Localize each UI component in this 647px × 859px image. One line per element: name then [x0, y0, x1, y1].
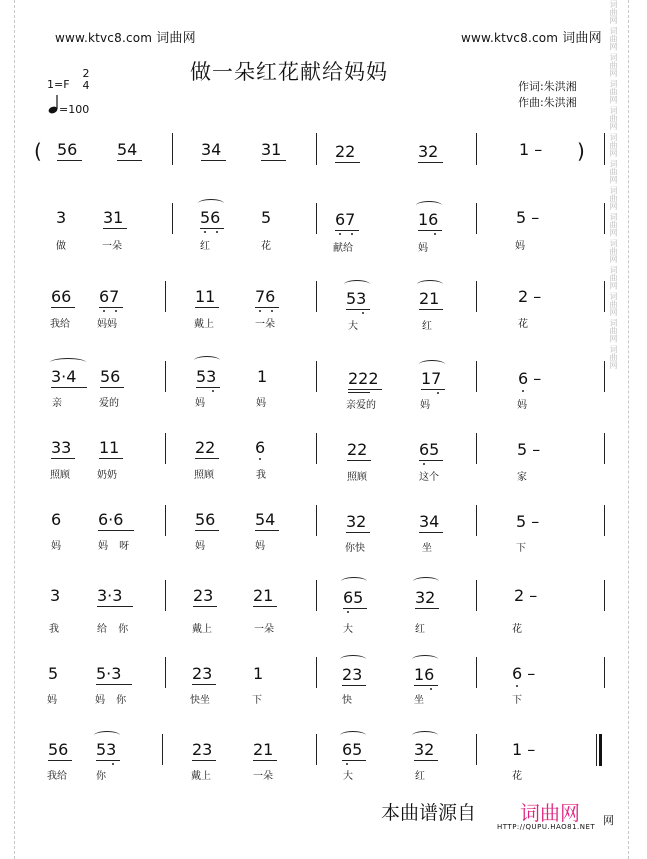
bar-line [316, 734, 317, 765]
lyric: 下 [252, 695, 262, 706]
lyric: 给 你 [97, 624, 129, 635]
bar-line [165, 505, 166, 536]
lyric: 妈 [195, 541, 205, 552]
bar-line [476, 361, 477, 392]
lyric: 妈 [51, 541, 61, 552]
bar-line [316, 133, 317, 165]
note-group: 16 [418, 210, 439, 229]
lyric: 红 [422, 321, 432, 332]
lyric: 亲爱的 [346, 400, 376, 411]
note-group: 1 [253, 664, 264, 683]
bar-line [476, 433, 477, 464]
brand-logo[interactable]: 词曲网 [520, 801, 580, 825]
bar-line [316, 657, 317, 688]
slur [417, 280, 443, 289]
bar-line [476, 505, 477, 536]
lyric: 妈 你 [95, 695, 127, 706]
lyric: 妈 [195, 398, 205, 409]
bar-line [165, 657, 166, 688]
bar-line [165, 281, 166, 312]
lyric: 我给 [47, 771, 67, 782]
lyric: 红 [415, 624, 425, 635]
note-group: 56 [48, 740, 69, 759]
lyric: 这个 [419, 472, 439, 483]
left-edge-watermark [2, 0, 12, 859]
lyric: 我 [49, 624, 59, 635]
lyric: 照顾 [347, 472, 367, 483]
note-group: 56 [57, 140, 78, 159]
note-group: 3 [50, 586, 61, 605]
source-label: 本曲谱源自 [381, 802, 477, 824]
note-group: 3 [56, 208, 67, 227]
note-group: 6 [255, 438, 266, 457]
lyric: 妈 [517, 400, 527, 411]
bar-line [165, 361, 166, 392]
lyric: 献给 [333, 243, 353, 254]
note-group: 56 [200, 208, 221, 227]
lyric: 红 [200, 241, 210, 252]
lyric: 奶奶 [97, 470, 117, 481]
note-group: 3·3 [97, 586, 123, 605]
slur [412, 731, 438, 740]
slur [94, 731, 120, 740]
right-edge-line [628, 0, 629, 859]
lyric: 坐 [414, 695, 424, 706]
lyric: 大 [348, 321, 358, 332]
final-bar-line-thick [599, 734, 602, 766]
note-group: 5 [48, 664, 59, 683]
key-signature: 1=F [47, 78, 70, 91]
slur [194, 356, 220, 365]
note-group: 65 [342, 740, 363, 759]
bar-line [604, 657, 605, 688]
lyric: 下 [516, 543, 526, 554]
bar-line [165, 433, 166, 464]
bar-line [316, 203, 317, 234]
note-group: 65 [419, 440, 440, 459]
slur [419, 360, 445, 369]
note-group: 76 [255, 287, 276, 306]
lyric: 做 [56, 241, 66, 252]
bar-line [476, 281, 477, 312]
bar-line [476, 657, 477, 688]
lyric: 照顾 [194, 470, 214, 481]
bar-line [162, 734, 163, 765]
lyric: 下 [512, 695, 522, 706]
slur [341, 577, 367, 586]
note-group: 1 – [512, 740, 536, 759]
bar-line [316, 580, 317, 611]
slur [344, 280, 370, 289]
note-group: 32 [346, 512, 367, 531]
lyricist: 作词:朱洪湘 [518, 80, 577, 93]
lyric: 快 [342, 695, 352, 706]
note-group: 32 [418, 142, 439, 161]
lyric: 你快 [345, 543, 365, 554]
note-group: 53 [96, 740, 117, 759]
repeat-open-paren: ( [34, 139, 42, 163]
bar-line [604, 361, 605, 392]
note-group: 5 – [517, 440, 541, 459]
note-group: 33 [51, 438, 72, 457]
note-group: 32 [415, 588, 436, 607]
note-group: 66 [51, 287, 72, 306]
lyric: 大 [343, 624, 353, 635]
lyric: 花 [518, 319, 528, 330]
lyric: 红 [415, 771, 425, 782]
tempo: =100 [59, 103, 90, 116]
note-group: 67 [335, 210, 356, 229]
lyric: 一朵 [255, 319, 275, 330]
brand-suffix: 网 [603, 814, 614, 827]
lyric: 一朵 [102, 241, 122, 252]
slur [340, 731, 366, 740]
bar-line [316, 361, 317, 392]
bar-line [316, 281, 317, 312]
bar-line [604, 580, 605, 611]
note-group: 23 [342, 665, 363, 684]
note-group: 22 [347, 440, 368, 459]
time-signature: 2 4 [82, 67, 90, 92]
slur [198, 199, 224, 208]
bar-line [604, 281, 605, 312]
note-group: 22 [335, 142, 356, 161]
note-group: 1 – [519, 140, 543, 159]
note-group: 32 [414, 740, 435, 759]
note-group: 5 [261, 208, 272, 227]
note-group: 34 [419, 512, 440, 531]
bar-line [172, 133, 173, 165]
lyric: 妈 [256, 398, 266, 409]
note-group: 6·6 [98, 510, 124, 529]
note-group: 54 [255, 510, 276, 529]
note-group: 65 [343, 588, 364, 607]
composer: 作曲:朱洪湘 [518, 96, 577, 109]
left-edge-line [14, 0, 15, 859]
lyric: 家 [517, 472, 527, 483]
note-group: 17 [421, 369, 442, 388]
note-group: 6 [51, 510, 62, 529]
lyric: 亲 [52, 398, 62, 409]
note-group: 31 [261, 140, 282, 159]
bar-line [165, 580, 166, 611]
repeat-close-paren: ) [577, 139, 585, 163]
note-group: 6 – [518, 369, 542, 388]
bar-line [476, 203, 477, 234]
song-title: 做一朵红花献给妈妈 [190, 60, 388, 84]
note-group: 22 [195, 438, 216, 457]
lyric: 一朵 [253, 771, 273, 782]
lyric: 妈 [420, 400, 430, 411]
note-group: 5 – [516, 208, 540, 227]
final-bar-line-thin [596, 734, 597, 766]
lyric: 你 [96, 771, 106, 782]
note-group: 53 [346, 289, 367, 308]
slur [50, 358, 86, 367]
note-group: 16 [414, 665, 435, 684]
note-group: 53 [196, 367, 217, 386]
note-group: 5 – [516, 512, 540, 531]
note-group: 21 [253, 586, 274, 605]
site-link-left[interactable]: www.ktvc8.com 词曲网 [55, 31, 196, 46]
note-group: 67 [99, 287, 120, 306]
note-group: 31 [103, 208, 124, 227]
lyric: 快坐 [190, 695, 210, 706]
note-group: 11 [99, 438, 120, 457]
lyric: 照顾 [50, 470, 70, 481]
bar-line [604, 433, 605, 464]
note-group: 56 [100, 367, 121, 386]
lyric: 妈妈 [97, 319, 117, 330]
note-group: 1 [257, 367, 268, 386]
note-group: 23 [193, 586, 214, 605]
lyric: 花 [512, 624, 522, 635]
lyric: 妈 [47, 695, 57, 706]
lyric: 妈 [515, 241, 525, 252]
note-group: 2 – [518, 287, 542, 306]
note-group: 34 [201, 140, 222, 159]
note-group: 6 – [512, 664, 536, 683]
lyric: 戴上 [191, 771, 211, 782]
bar-line [604, 133, 605, 165]
bar-line [604, 203, 605, 234]
slur [340, 655, 366, 664]
note-group: 2 – [514, 586, 538, 605]
slur [413, 577, 439, 586]
bar-line [172, 203, 173, 234]
lyric: 花 [261, 241, 271, 252]
note-group: 222 [348, 369, 379, 388]
lyric: 我给 [50, 319, 70, 330]
lyric: 大 [343, 771, 353, 782]
note-group: 56 [195, 510, 216, 529]
note-group: 5·3 [96, 664, 122, 683]
lyric: 戴上 [192, 624, 212, 635]
note-group: 21 [253, 740, 274, 759]
note-group: 21 [419, 289, 440, 308]
note-group: 11 [195, 287, 216, 306]
note-group: 23 [192, 740, 213, 759]
lyric: 妈 [418, 243, 428, 254]
lyric: 戴上 [194, 319, 214, 330]
bar-line [316, 433, 317, 464]
note-group: 23 [192, 664, 213, 683]
source-url[interactable]: HTTP://QUPU.HAO81.NET [497, 823, 596, 831]
slur [416, 201, 442, 210]
lyric: 我 [256, 470, 266, 481]
lyric: 妈 呀 [98, 541, 130, 552]
bar-line [476, 133, 477, 165]
lyric: 花 [512, 771, 522, 782]
site-link-right[interactable]: www.ktvc8.com 词曲网 [461, 31, 602, 46]
lyric: 坐 [422, 543, 432, 554]
lyric: 妈 [255, 541, 265, 552]
bar-line [604, 505, 605, 536]
lyric: 一朵 [254, 624, 274, 635]
bar-line [316, 505, 317, 536]
bar-line [476, 580, 477, 611]
lyric: 爱的 [99, 398, 119, 409]
slur [412, 655, 438, 664]
right-edge-watermark: 词曲网 词曲网 词曲网 词曲网 词曲网 词曲网 词曲网 词曲网 词曲网 词曲网 词曲网 词曲网 词曲网 词曲网 [609, 0, 618, 370]
note-group: 3·4 [51, 367, 77, 386]
note-group: 54 [117, 140, 138, 159]
bar-line [476, 734, 477, 765]
